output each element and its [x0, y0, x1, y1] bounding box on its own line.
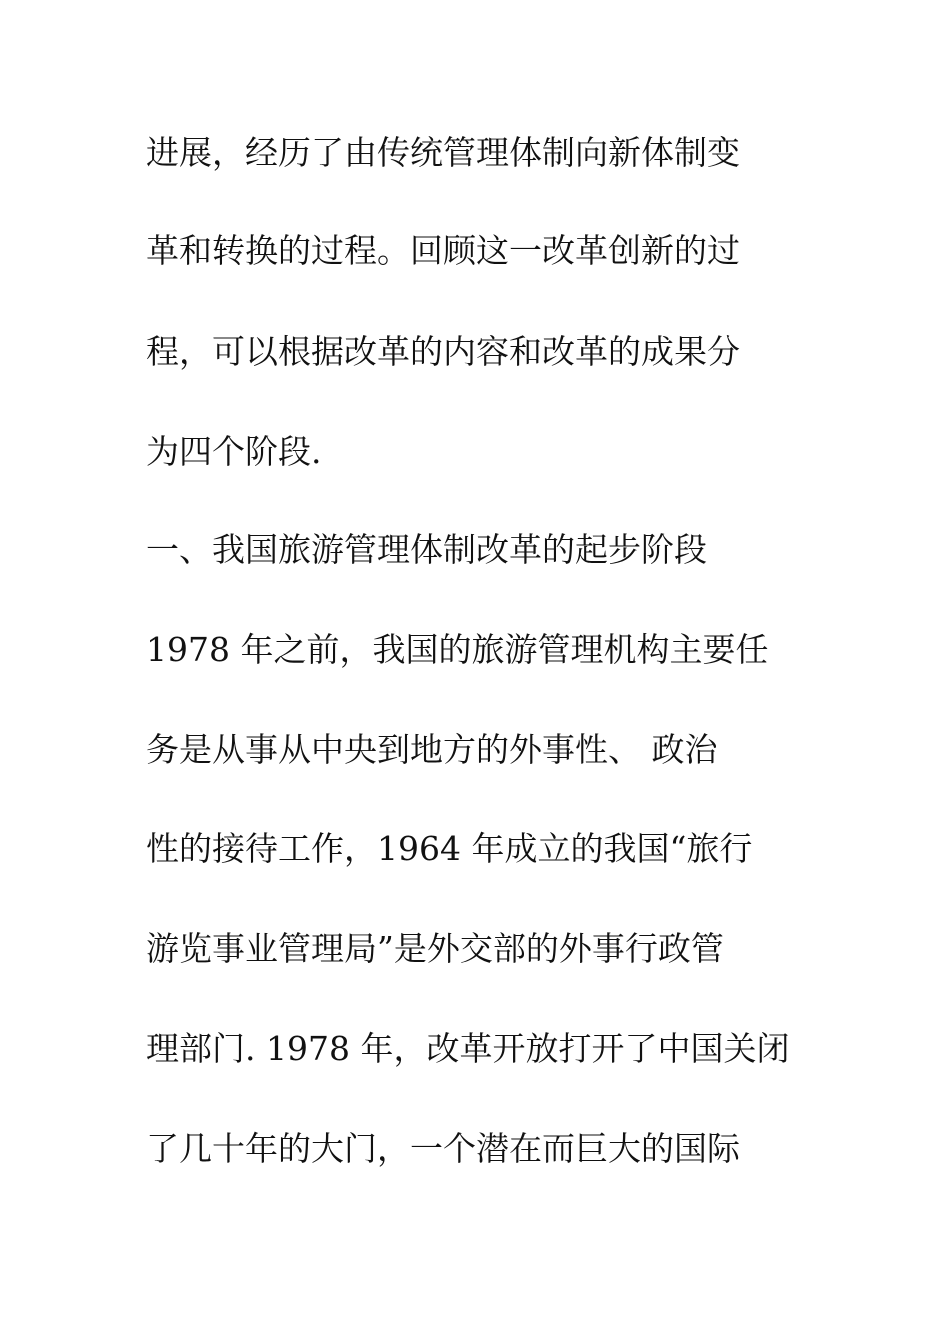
text-line: 为四个阶段. — [146, 432, 322, 471]
text-line: 务是从事从中央到地方的外事性、 政治 — [146, 730, 718, 769]
text-line: 进展，经历了由传统管理体制向新体制变 — [146, 133, 740, 172]
text-line: 了几十年的大门，一个潜在而巨大的国际 — [146, 1129, 740, 1168]
text-line: 程，可以根据改革的内容和改革的成果分 — [146, 332, 740, 371]
text-line: 性的接待工作，1964 年成立的我国“旅行 — [146, 829, 753, 868]
text-line: 革和转换的过程。回顾这一改革创新的过 — [146, 231, 740, 270]
section-heading: 一、我国旅游管理体制改革的起步阶段 — [146, 530, 707, 569]
text-line: 1978 年之前，我国的旅游管理机构主要任 — [146, 630, 769, 669]
text-line: 游览事业管理局”是外交部的外事行政管 — [146, 929, 724, 968]
text-line: 理部门. 1978 年，改革开放打开了中国关闭 — [146, 1029, 790, 1068]
